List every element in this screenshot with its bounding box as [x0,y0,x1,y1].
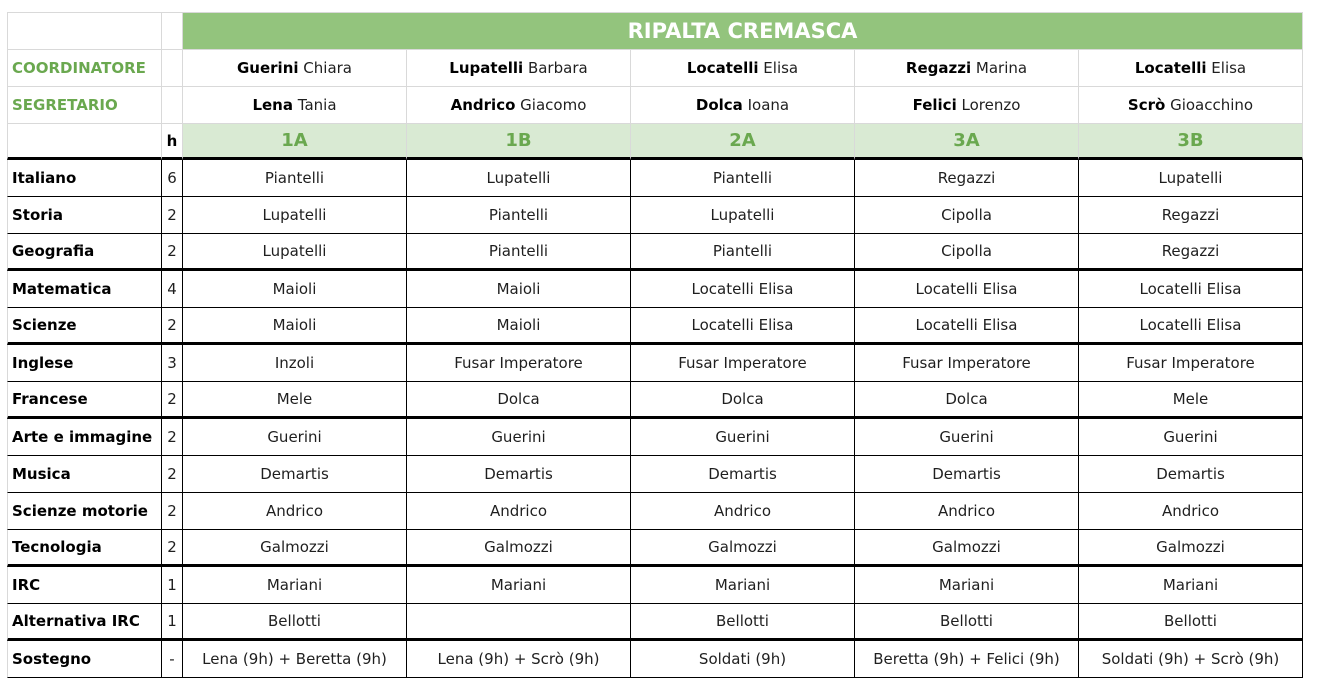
teacher-cell-2a: Andrico [631,493,855,530]
teacher-cell-1a: Andrico [183,493,407,530]
teacher-cell-3b: Mele [1079,382,1303,419]
teacher-cell-1b: Maioli [407,271,631,308]
teacher-cell-3b: Locatelli Elisa [1079,308,1303,345]
secretary-surname: Scrò [1127,96,1166,114]
teacher-cell-3a: Cipolla [855,197,1079,234]
teacher-cell-3a: Regazzi [855,160,1079,197]
secretary-cell-3a [855,87,1079,124]
subject-row-geografia [7,234,1303,271]
coordinator-surname: Locatelli [686,59,759,77]
coordinator-surname: Guerini [236,59,299,77]
hours-column-spacer [162,12,183,50]
coordinator-first-name: Elisa [1211,59,1247,77]
secretary-name [1128,96,1253,114]
teacher-cell-1b: Piantelli [407,197,631,234]
empty-cell [162,87,183,124]
coordinator-first-name: Chiara [303,59,352,77]
class-header-3a: 3A [855,124,1079,160]
secretary-name [451,96,587,114]
subject-name: Scienze [7,308,162,345]
secretary-first-name: Gioacchino [1170,96,1254,114]
teacher-cell-3a: Locatelli Elisa [855,271,1079,308]
teacher-cell-3b: Regazzi [1079,234,1303,271]
teacher-cell-1b: Maioli [407,308,631,345]
teacher-cell-2a: Demartis [631,456,855,493]
teacher-cell-3a: Andrico [855,493,1079,530]
teacher-cell-2a: Piantelli [631,234,855,271]
subject-name: Inglese [7,345,162,382]
teacher-cell-3a: Demartis [855,456,1079,493]
teacher-cell-1a: Guerini [183,419,407,456]
subject-row-alternativa-irc [7,604,1303,641]
empty-cell [162,50,183,87]
teacher-cell-1b: Dolca [407,382,631,419]
teacher-cell-2a: Lupatelli [631,197,855,234]
teacher-cell-1a: Lena (9h) + Beretta (9h) [183,641,407,678]
teacher-cell-1b: Piantelli [407,234,631,271]
teacher-cell-3a: Beretta (9h) + Felici (9h) [855,641,1079,678]
subject-row-scienze [7,308,1303,345]
teacher-cell-2a: Mariani [631,567,855,604]
subject-name: IRC [7,567,162,604]
teacher-cell-1a: Galmozzi [183,530,407,567]
coordinator-first-name: Elisa [763,59,799,77]
coordinator-label: COORDINATORE [7,50,162,87]
subject-row-musica [7,456,1303,493]
teacher-cell-1b [407,604,631,641]
teacher-cell-1a: Bellotti [183,604,407,641]
secretary-name [252,96,336,114]
subject-hours: 6 [162,160,183,197]
teacher-cell-3b: Mariani [1079,567,1303,604]
subject-row-irc [7,567,1303,604]
secretary-row [7,87,1303,124]
teacher-cell-1b: Guerini [407,419,631,456]
subject-row-matematica [7,271,1303,308]
teacher-cell-3b: Andrico [1079,493,1303,530]
secretary-cell-1a [183,87,407,124]
teacher-cell-2a: Soldati (9h) [631,641,855,678]
subject-hours: 4 [162,271,183,308]
coordinator-name [687,59,798,77]
secretary-name [696,96,789,114]
teacher-cell-3a: Galmozzi [855,530,1079,567]
teacher-cell-2a: Fusar Imperatore [631,345,855,382]
teacher-cell-3b: Galmozzi [1079,530,1303,567]
teacher-cell-2a: Piantelli [631,160,855,197]
coordinator-cell-1b [407,50,631,87]
class-header-1b: 1B [407,124,631,160]
secretary-surname: Andrico [450,96,516,114]
subject-row-inglese [7,345,1303,382]
subject-hours: 2 [162,419,183,456]
teacher-cell-1a: Mele [183,382,407,419]
coordinator-first-name: Marina [975,59,1028,77]
title-row [7,12,1303,50]
class-header-2a: 2A [631,124,855,160]
subject-name: Alternativa IRC [7,604,162,641]
class-header-1a: 1A [183,124,407,160]
coordinator-name [237,59,352,77]
coordinator-surname: Lupatelli [449,59,524,77]
subject-name: Tecnologia [7,530,162,567]
subject-name: Geografia [7,234,162,271]
secretary-surname: Felici [912,96,957,114]
subject-hours: 1 [162,604,183,641]
coordinator-name [1135,59,1246,77]
teacher-cell-1a: Maioli [183,308,407,345]
class-header-3b: 3B [1079,124,1303,160]
teacher-cell-1a: Lupatelli [183,197,407,234]
teacher-cell-1a: Demartis [183,456,407,493]
secretary-label: SEGRETARIO [7,87,162,124]
teacher-cell-1b: Demartis [407,456,631,493]
subject-name: Sostegno [7,641,162,678]
teacher-cell-3b: Regazzi [1079,197,1303,234]
subject-row-francese [7,382,1303,419]
teacher-cell-1a: Maioli [183,271,407,308]
teacher-cell-1a: Inzoli [183,345,407,382]
subject-hours: 2 [162,234,183,271]
coordinator-surname: Regazzi [905,59,972,77]
subject-row-storia [7,197,1303,234]
corner-cell [7,12,162,50]
secretary-cell-3b [1079,87,1303,124]
subject-hours: 1 [162,567,183,604]
subject-row-arte-e-immagine [7,419,1303,456]
coordinator-cell-1a [183,50,407,87]
teacher-cell-2a: Bellotti [631,604,855,641]
teacher-cell-1a: Lupatelli [183,234,407,271]
secretary-first-name: Giacomo [520,96,587,114]
teacher-cell-1a: Piantelli [183,160,407,197]
teacher-cell-2a: Galmozzi [631,530,855,567]
subject-row-italiano [7,160,1303,197]
teacher-cell-3b: Fusar Imperatore [1079,345,1303,382]
coordinator-cell-2a [631,50,855,87]
secretary-first-name: Tania [297,96,337,114]
secretary-cell-2a [631,87,855,124]
teacher-cell-3b: Bellotti [1079,604,1303,641]
subject-hours: 2 [162,456,183,493]
secretary-name [913,96,1021,114]
secretary-surname: Lena [252,96,293,114]
subject-hours: 2 [162,493,183,530]
subject-name: Matematica [7,271,162,308]
teacher-assignment-table [7,12,1303,678]
teacher-cell-3b: Guerini [1079,419,1303,456]
teacher-cell-1b: Fusar Imperatore [407,345,631,382]
subject-name: Musica [7,456,162,493]
coordinator-cell-3a [855,50,1079,87]
subject-hours: 2 [162,308,183,345]
teacher-cell-3a: Locatelli Elisa [855,308,1079,345]
teacher-cell-2a: Locatelli Elisa [631,308,855,345]
teacher-cell-3b: Locatelli Elisa [1079,271,1303,308]
teacher-cell-3b: Lupatelli [1079,160,1303,197]
subject-name: Scienze motorie [7,493,162,530]
subject-hours: 2 [162,382,183,419]
subject-name: Storia [7,197,162,234]
teacher-cell-3a: Fusar Imperatore [855,345,1079,382]
class-header-row [7,124,1303,160]
subject-hours: - [162,641,183,678]
teacher-cell-1b: Mariani [407,567,631,604]
teacher-cell-3b: Demartis [1079,456,1303,493]
coordinator-name [449,59,587,77]
subject-name: Francese [7,382,162,419]
teacher-cell-1a: Mariani [183,567,407,604]
teacher-cell-3a: Mariani [855,567,1079,604]
empty-cell [7,124,162,160]
subject-name: Italiano [7,160,162,197]
teacher-cell-3b: Soldati (9h) + Scrò (9h) [1079,641,1303,678]
coordinator-row [7,50,1303,87]
subject-hours: 2 [162,197,183,234]
secretary-first-name: Ioana [747,96,790,114]
secretary-cell-1b [407,87,631,124]
subject-name: Arte e immagine [7,419,162,456]
teacher-cell-1b: Lena (9h) + Scrò (9h) [407,641,631,678]
subject-row-sostegno [7,641,1303,678]
teacher-cell-3a: Cipolla [855,234,1079,271]
secretary-first-name: Lorenzo [961,96,1021,114]
subject-row-tecnologia [7,530,1303,567]
coordinator-first-name: Barbara [527,59,588,77]
teacher-cell-2a: Dolca [631,382,855,419]
teacher-cell-1b: Lupatelli [407,160,631,197]
teacher-cell-3a: Dolca [855,382,1079,419]
coordinator-cell-3b [1079,50,1303,87]
secretary-surname: Dolca [695,96,743,114]
teacher-cell-3a: Bellotti [855,604,1079,641]
teacher-cell-2a: Guerini [631,419,855,456]
subject-hours: 3 [162,345,183,382]
coordinator-surname: Locatelli [1134,59,1207,77]
teacher-cell-2a: Locatelli Elisa [631,271,855,308]
school-title: RIPALTA CREMASCA [183,12,1303,50]
coordinator-name [906,59,1027,77]
teacher-cell-3a: Guerini [855,419,1079,456]
teacher-cell-1b: Andrico [407,493,631,530]
teacher-cell-1b: Galmozzi [407,530,631,567]
hours-header: h [162,124,183,160]
subject-hours: 2 [162,530,183,567]
subject-row-scienze-motorie [7,493,1303,530]
